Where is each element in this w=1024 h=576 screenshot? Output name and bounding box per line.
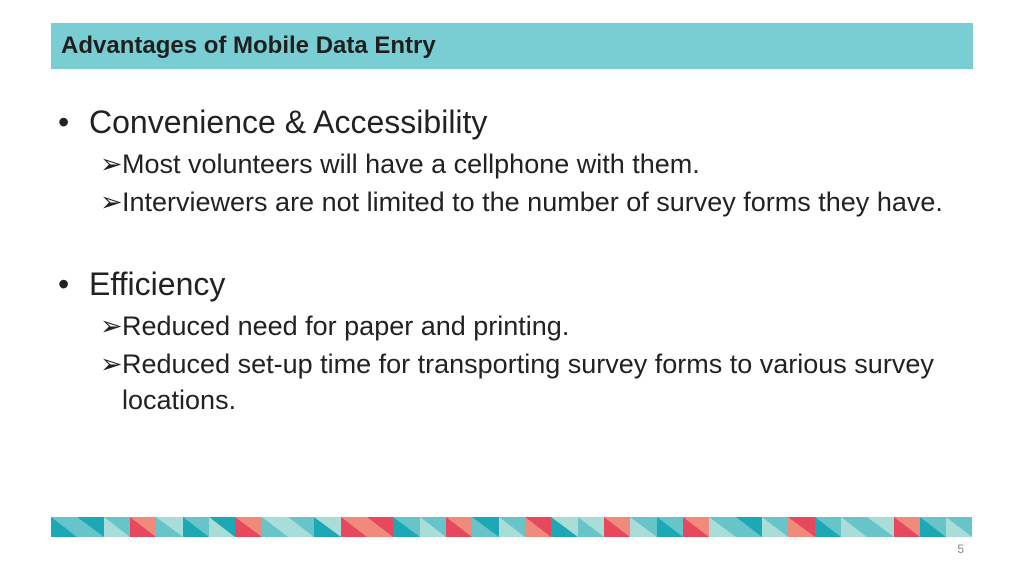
decorative-triangle-tile	[51, 517, 77, 537]
decorative-triangle-tile	[209, 517, 235, 537]
sub-point: ➢ Reduced set-up time for transporting survey forms to various survey locations.	[58, 346, 958, 418]
decorative-triangle-tile	[815, 517, 841, 537]
title-bar	[51, 23, 973, 69]
arrow-bullet-icon: ➢	[100, 349, 123, 379]
arrow-bullet-icon: ➢	[100, 149, 123, 179]
decorative-triangle-tile	[367, 517, 393, 537]
arrow-bullet-icon: ➢	[100, 311, 123, 341]
decorative-triangle-tile	[946, 517, 972, 537]
bullet-icon: •	[58, 104, 70, 140]
decorative-triangle-tile	[841, 517, 867, 537]
decorative-triangle-tile	[578, 517, 604, 537]
bullet-icon: •	[58, 266, 70, 302]
decorative-triangle-tile	[235, 517, 261, 537]
slide-content	[58, 100, 958, 418]
decorative-triangle-tile	[551, 517, 577, 537]
slide-title: Advantages of Mobile Data Entry	[61, 32, 436, 59]
section-spacer	[58, 220, 958, 262]
decorative-triangle-tile	[341, 517, 367, 537]
decorative-triangle-tile	[762, 517, 788, 537]
decorative-triangle-tile	[472, 517, 498, 537]
arrow-bullet-icon: ➢	[100, 187, 123, 217]
decorative-triangle-tile	[657, 517, 683, 537]
decorative-triangle-tile	[604, 517, 630, 537]
section-heading: • Convenience & Accessibility	[58, 100, 958, 144]
decorative-triangle-tile	[630, 517, 656, 537]
decorative-triangle-tile	[709, 517, 735, 537]
sub-point: ➢ Interviewers are not limited to the number of survey forms they have.	[58, 184, 958, 220]
decorative-triangle-tile	[104, 517, 130, 537]
decorative-triangle-tile	[262, 517, 288, 537]
section-convenience	[58, 100, 958, 220]
sub-point: ➢ Most volunteers will have a cellphone with them.	[58, 146, 958, 182]
decorative-triangle-tile	[920, 517, 946, 537]
decorative-triangle-tile	[420, 517, 446, 537]
decorative-triangle-tile	[788, 517, 814, 537]
decorative-triangle-tile	[683, 517, 709, 537]
decorative-triangle-tile	[77, 517, 103, 537]
decorative-triangle-tile	[130, 517, 156, 537]
decorative-triangle-tile	[867, 517, 893, 537]
page-number: 5	[957, 542, 964, 556]
decorative-triangle-tile	[446, 517, 472, 537]
decorative-triangle-tile	[499, 517, 525, 537]
decorative-triangle-tile	[736, 517, 762, 537]
decorative-triangle-tile	[894, 517, 920, 537]
decorative-triangle-strip	[51, 517, 973, 537]
section-efficiency	[58, 262, 958, 418]
sub-point: ➢ Reduced need for paper and printing.	[58, 308, 958, 344]
section-heading: • Efficiency	[58, 262, 958, 306]
decorative-triangle-tile	[183, 517, 209, 537]
decorative-triangle-tile	[288, 517, 314, 537]
decorative-triangle-tile	[156, 517, 182, 537]
decorative-triangle-tile	[314, 517, 340, 537]
decorative-triangle-tile	[525, 517, 551, 537]
decorative-triangle-tile	[393, 517, 419, 537]
